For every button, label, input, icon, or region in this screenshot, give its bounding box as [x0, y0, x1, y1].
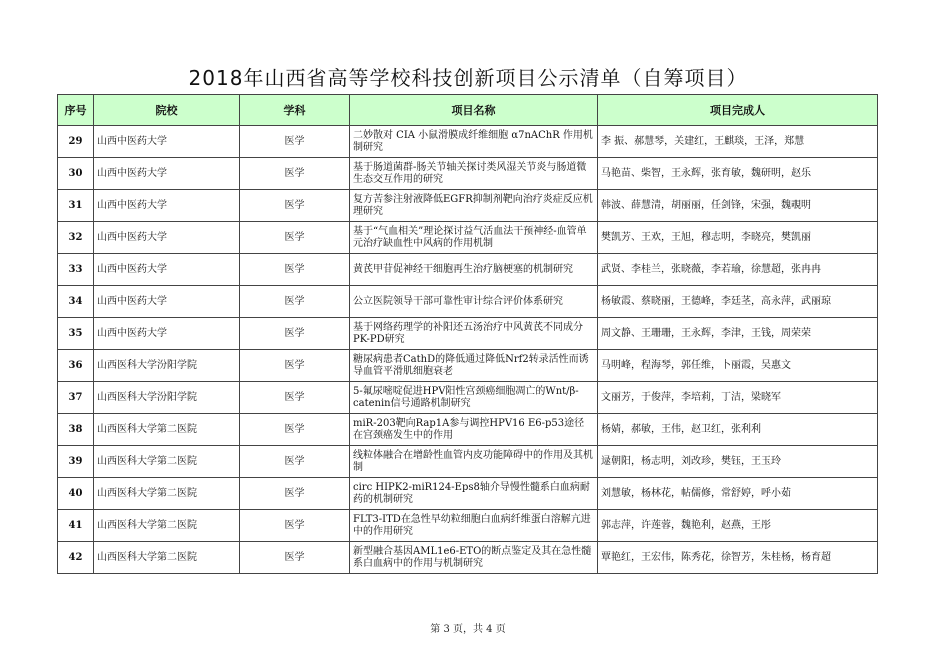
- cell-subject: 医学: [240, 286, 350, 318]
- cell-subject: 医学: [240, 190, 350, 222]
- table-row: [58, 382, 878, 414]
- cell-number: 42: [58, 542, 94, 574]
- cell-project-name: 5-氟尿嘧啶促进HPV阳性宫颈癌细胞凋亡的Wnt/β-catenin信号通路机制研究: [350, 382, 598, 414]
- cell-school: 山西中医药大学: [94, 222, 240, 254]
- table-row: [58, 286, 878, 318]
- table-row: [58, 350, 878, 382]
- cell-subject: 医学: [240, 446, 350, 478]
- cell-subject: 医学: [240, 158, 350, 190]
- cell-number: 36: [58, 350, 94, 382]
- cell-members: 覃艳红，王宏伟，陈秀花，徐智芳，朱桂杨，杨育超: [598, 542, 878, 574]
- table-body: [58, 126, 878, 574]
- cell-members: 李 振、郝慧琴，关建红，王麒琰，王泽，郑慧: [598, 126, 878, 158]
- cell-subject: 医学: [240, 414, 350, 446]
- cell-project-name: 复方苦参注射液降低EGFR抑制剂靶向治疗炎症反应机理研究: [350, 190, 598, 222]
- cell-school: 山西中医药大学: [94, 318, 240, 350]
- cell-project-name: 基于“气血相关”理论探讨益气活血法干预神经-血管单元治疗缺血性中风病的作用机制: [350, 222, 598, 254]
- table-row: [58, 446, 878, 478]
- cell-number: 29: [58, 126, 94, 158]
- cell-members: 韩波、薛慧清，胡丽丽，任剑锋，宋强，魏覗明: [598, 190, 878, 222]
- cell-subject: 医学: [240, 254, 350, 286]
- cell-number: 30: [58, 158, 94, 190]
- cell-subject: 医学: [240, 382, 350, 414]
- cell-school: 山西医科大学第二医院: [94, 510, 240, 542]
- cell-subject: 医学: [240, 510, 350, 542]
- cell-school: 山西中医药大学: [94, 190, 240, 222]
- cell-school: 山西医科大学汾阳学院: [94, 350, 240, 382]
- project-table: [57, 94, 878, 574]
- table-row: [58, 126, 878, 158]
- cell-number: 35: [58, 318, 94, 350]
- cell-subject: 医学: [240, 318, 350, 350]
- cell-school: 山西医科大学第二医院: [94, 478, 240, 510]
- cell-project-name: 糖尿病患者CathD的降低通过降低Nrf2转录活性而诱导血管平滑肌细胞衰老: [350, 350, 598, 382]
- cell-number: 41: [58, 510, 94, 542]
- cell-members: 郭志萍，许莲蓉，魏艳利，赵燕，王彤: [598, 510, 878, 542]
- cell-number: 38: [58, 414, 94, 446]
- cell-project-name: 公立医院领导干部可靠性审计综合评价体系研究: [350, 286, 598, 318]
- column-header-subject: 学科: [240, 95, 350, 126]
- table-row: [58, 414, 878, 446]
- cell-members: 杨敏霞、蔡晓丽，王德峰，李廷茎，高永萍，武丽琼: [598, 286, 878, 318]
- cell-school: 山西中医药大学: [94, 158, 240, 190]
- cell-members: 杨婧，郝敏，王伟，赵卫红，张利利: [598, 414, 878, 446]
- table-row: [58, 222, 878, 254]
- cell-members: 武贤、李桂兰，张晓薇，李若瑜，徐慧超，张冉冉: [598, 254, 878, 286]
- cell-number: 34: [58, 286, 94, 318]
- cell-school: 山西中医药大学: [94, 254, 240, 286]
- column-header-members: 项目完成人: [598, 95, 878, 126]
- cell-project-name: miR-203靶向Rap1A参与调控HPV16 E6-p53途径在宫颈癌发生中的作用: [350, 414, 598, 446]
- page-title: 2018年山西省高等学校科技创新项目公示清单（自筹项目）: [188, 66, 748, 90]
- cell-subject: 医学: [240, 542, 350, 574]
- column-header-number: 序号: [58, 95, 94, 126]
- column-header-school: 院校: [94, 95, 240, 126]
- table-row: [58, 190, 878, 222]
- cell-subject: 医学: [240, 350, 350, 382]
- cell-subject: 医学: [240, 478, 350, 510]
- table-row: [58, 542, 878, 574]
- cell-project-name: 基于网络药理学的补阳还五汤治疗中风黄芪不同成分PK-PD研究: [350, 318, 598, 350]
- cell-school: 山西中医药大学: [94, 286, 240, 318]
- cell-members: 文丽芳，于俊萍，李培莉，丁洁，梁晓军: [598, 382, 878, 414]
- cell-number: 33: [58, 254, 94, 286]
- cell-members: 周文静、王珊珊，王永辉，李津，王钱，周荣荣: [598, 318, 878, 350]
- cell-project-name: 线粒体融合在增龄性血管内皮功能障碍中的作用及其机制: [350, 446, 598, 478]
- cell-members: 刘慧敏，杨林花，帖儒修，常舒婷，呼小茹: [598, 478, 878, 510]
- table-row: [58, 254, 878, 286]
- column-header-project-name: 项目名称: [350, 95, 598, 126]
- cell-project-name: 黄芪甲苷促神经干细胞再生治疗脑梗塞的机制研究: [350, 254, 598, 286]
- cell-project-name: 基于肠道菌群-肠关节轴关探讨类风湿关节炎与肠道微生态交互作用的研究: [350, 158, 598, 190]
- page-footer: 第 3 页，共 4 页: [430, 624, 506, 635]
- cell-school: 山西医科大学汾阳学院: [94, 382, 240, 414]
- cell-number: 40: [58, 478, 94, 510]
- cell-number: 31: [58, 190, 94, 222]
- cell-project-name: FLT3-ITD在急性早幼粒细胞白血病纤维蛋白溶解亢进中的作用研究: [350, 510, 598, 542]
- cell-number: 32: [58, 222, 94, 254]
- cell-school: 山西中医药大学: [94, 126, 240, 158]
- cell-subject: 医学: [240, 222, 350, 254]
- cell-members: 逯朝阳，杨志明，刘改珍，樊钰，王玉玲: [598, 446, 878, 478]
- cell-members: 马明峰，程海琴，郭任维，卜丽霞，吴惠文: [598, 350, 878, 382]
- cell-members: 樊凯芳、王欢，王旭，穆志明，李晓亮，樊凯丽: [598, 222, 878, 254]
- cell-school: 山西医科大学第二医院: [94, 446, 240, 478]
- cell-school: 山西医科大学第二医院: [94, 542, 240, 574]
- cell-project-name: 新型融合基因AML1e6-ETO的断点鉴定及其在急性髓系白血病中的作用与机制研究: [350, 542, 598, 574]
- cell-number: 39: [58, 446, 94, 478]
- cell-school: 山西医科大学第二医院: [94, 414, 240, 446]
- table-row: [58, 510, 878, 542]
- table-row: [58, 158, 878, 190]
- cell-subject: 医学: [240, 126, 350, 158]
- cell-number: 37: [58, 382, 94, 414]
- table-row: [58, 478, 878, 510]
- cell-project-name: 二妙散对 CIA 小鼠滑膜成纤维细胞 α7nAChR 作用机制研究: [350, 126, 598, 158]
- table-header-row: [58, 95, 878, 126]
- cell-project-name: circ HIPK2-miR124-Eps8轴介导慢性髓系白血病耐药的机制研究: [350, 478, 598, 510]
- cell-members: 马艳苗、柴智，王永辉，张育敏，魏研明，赵乐: [598, 158, 878, 190]
- table-row: [58, 318, 878, 350]
